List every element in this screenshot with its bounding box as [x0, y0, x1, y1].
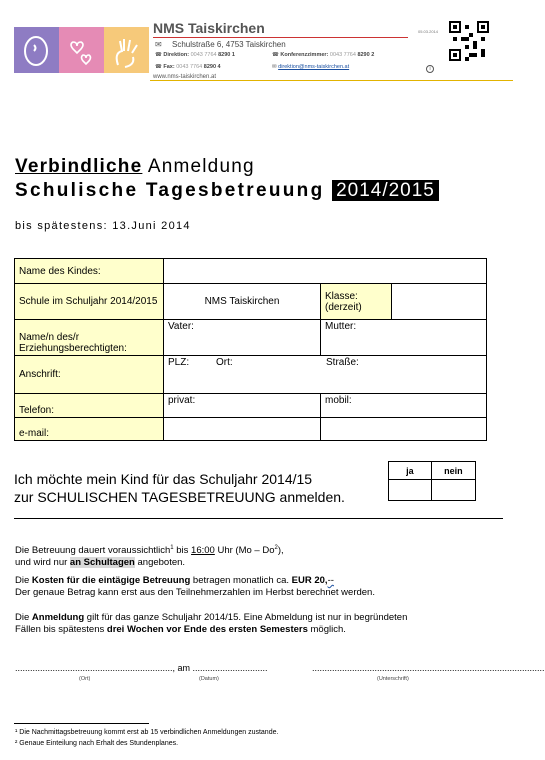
school-label: Schule im Schuljahr 2014/2015 — [15, 284, 164, 320]
cost-paragraph: Die Kosten für die eintägige Betreuung betragen monatlich ca. EUR 20,-- Der genaue Betrag kann erst aus den Teilnehmerzahlen im Herbst berechnet werden. — [15, 575, 375, 598]
plz-label: PLZ: — [168, 357, 190, 368]
class-label: Klasse: (derzeit) — [321, 284, 392, 320]
address-label: Anschrift: — [15, 356, 164, 394]
no-checkbox[interactable] — [431, 480, 475, 501]
yes-checkbox[interactable] — [389, 480, 432, 501]
logo-hand-panel — [104, 27, 149, 73]
phone-icon: ☎ — [155, 52, 162, 58]
email-field[interactable] — [164, 418, 321, 441]
deadline: bis spätestens: 13.Juni 2014 — [15, 220, 191, 232]
class-field[interactable] — [392, 284, 487, 320]
signature-caption: (Unterschrift) — [377, 676, 409, 682]
email-link[interactable]: direktion@nms-taiskirchen.at — [278, 64, 350, 70]
mother-field[interactable]: Mutter: — [321, 320, 487, 356]
footnote-divider — [14, 723, 149, 724]
mobile-phone-field[interactable]: mobil: — [321, 394, 487, 418]
header-bottom-line — [150, 80, 513, 81]
logo-face-panel — [14, 27, 59, 73]
phone-icon: ☎ — [272, 52, 279, 58]
website[interactable]: www.nms-taiskirchen.at — [153, 74, 217, 80]
footnote-2: ² Genaue Einteilung nach Erhalt des Stundenplanes. — [15, 740, 179, 747]
title-line1: Verbindliche Anmeldung — [15, 156, 255, 177]
private-phone-field[interactable]: privat: — [164, 394, 321, 418]
phone-conference: ☎ Konferenzzimmer: 0043 7764 8290 2 — [272, 52, 375, 58]
email-label: e-mail: — [15, 418, 164, 441]
father-field[interactable]: Vater: — [164, 320, 321, 356]
phone-label: Telefon: — [15, 394, 164, 418]
title-line2: Schulische Tagesbetreuung 2014/2015 — [15, 180, 439, 202]
street-label: Straße: — [326, 357, 359, 368]
school-name: NMS Taiskirchen — [153, 20, 265, 36]
envelope-icon: ✉ — [155, 40, 162, 49]
envelope-icon: ✉ — [272, 64, 277, 70]
qr-code-icon — [449, 21, 489, 61]
year-highlight: 2014/2015 — [332, 180, 439, 201]
ort-label: Ort: — [216, 357, 233, 368]
header-divider — [153, 37, 408, 38]
header-date: 05.03.2014 — [418, 29, 439, 34]
place-date-line[interactable]: ..............................................................., am .............................. — [15, 663, 268, 673]
phone-direction: ☎ Direktion: 0043 7764 8290 1 — [155, 52, 235, 58]
registration-paragraph: Die Anmeldung gilt für das ganze Schuljahr 2014/15. Eine Abmeldung ist nur in begründeten Fällen bis spätestens drei Wochen vor Ende des ersten Semesters möglich. — [15, 612, 408, 635]
yes-no-table — [388, 461, 476, 501]
section-divider — [14, 518, 503, 519]
fax-icon: ☎ — [155, 64, 162, 70]
registration-statement: Ich möchte mein Kind für das Schuljahr 2014/15 zur SCHULISCHEN TAGESBETREUUNG anmelden. — [14, 471, 345, 505]
no-label: nein — [431, 462, 475, 480]
child-name-field[interactable] — [164, 259, 487, 284]
school-logo — [14, 27, 150, 73]
school-address: Schulstraße 6, 4753 Taiskirchen — [172, 40, 286, 49]
info-icon: i — [426, 65, 434, 73]
signature-line[interactable]: ............................................................................................. — [312, 663, 545, 673]
email-field-2[interactable] — [321, 418, 487, 441]
logo-hearts-panel — [59, 27, 104, 73]
place-caption: (Ort) — [79, 676, 91, 682]
school-value: NMS Taiskirchen — [164, 284, 321, 320]
email-line — [272, 64, 349, 70]
yes-label: ja — [389, 462, 432, 480]
duration-paragraph: Die Betreuung dauert voraussichtlich$^1$ bis 16:00 Uhr (Mo – Do$^2$), und wird nur an Schultagen angeboten. — [15, 545, 284, 569]
address-field[interactable] — [164, 356, 487, 394]
footnote-1: ¹ Die Nachmittagsbetreuung kommt erst ab 15 verbindlichen Anmeldungen zustande. — [15, 729, 279, 736]
date-caption: (Datum) — [199, 676, 219, 682]
guardians-label: Name/n des/r Erziehungsberechtigten: — [15, 320, 164, 356]
fax-number: ☎ Fax: 0043 7764 8290 4 — [155, 64, 221, 70]
registration-form-table — [14, 258, 487, 441]
child-name-label: Name des Kindes: — [15, 259, 164, 284]
